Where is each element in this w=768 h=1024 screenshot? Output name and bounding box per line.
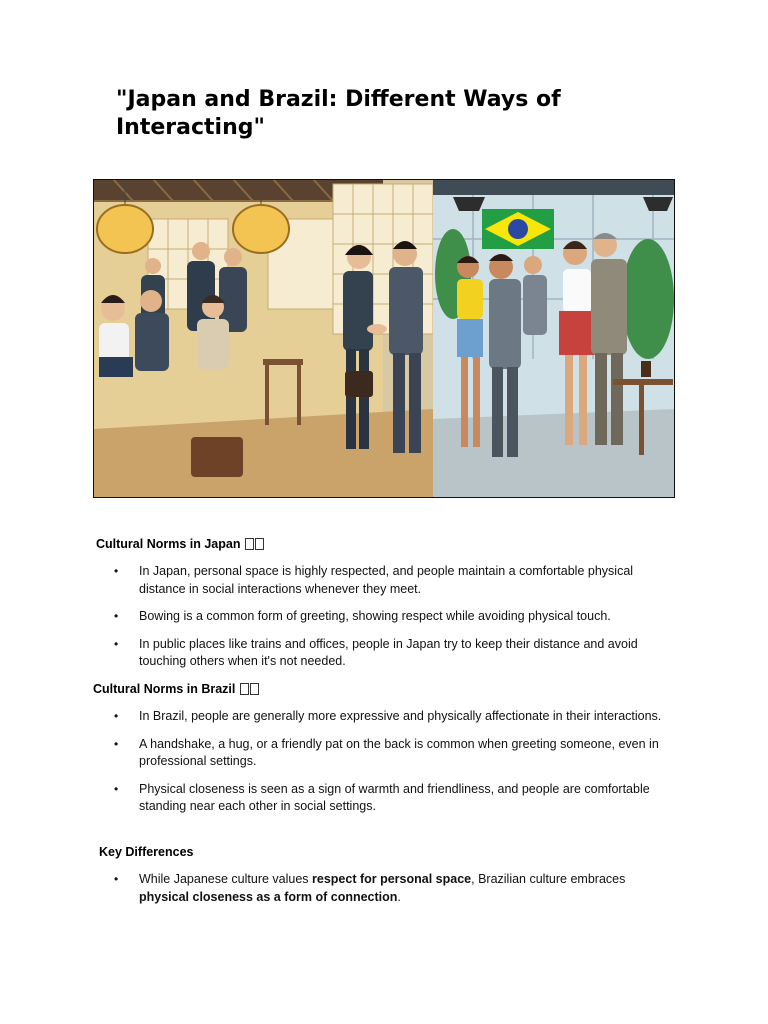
document-title: "Japan and Brazil: Different Ways of Interacting" [116, 87, 561, 140]
list-item: • In public places like trains and offices, people in Japan try to keep their distance and avoid touching others when it's not needed. [112, 636, 672, 671]
section-heading-japan: Cultural Norms in Japan [96, 536, 264, 552]
list-item: • While Japanese culture values respect for personal space, Brazilian culture embraces physical closeness as a form of connection. [112, 871, 672, 906]
section-heading-key-differences: Key Differences [99, 845, 194, 859]
flag-emoji-icon [250, 683, 259, 695]
flag-emoji-icon [255, 538, 264, 550]
key-differences-list [112, 871, 672, 916]
list-item: • A handshake, a hug, or a friendly pat on the back is common when greeting someone, even in professional settings. [112, 736, 672, 771]
flag-emoji-icon [245, 538, 254, 550]
brazil-flag-icon [482, 209, 554, 249]
section-heading-brazil: Cultural Norms in Brazil [93, 681, 259, 697]
hero-illustration [93, 179, 675, 498]
list-item: • In Brazil, people are generally more expressive and physically affectionate in their interactions. [112, 708, 672, 726]
list-item: • Physical closeness is seen as a sign of warmth and friendliness, and people are comfortable standing near each other in social settings. [112, 781, 672, 816]
list-item: • In Japan, personal space is highly respected, and people maintain a comfortable physical distance in social interactions whenever they meet. [112, 563, 672, 598]
japan-norms-list [112, 563, 672, 681]
list-item: • Bowing is a common form of greeting, showing respect while avoiding physical touch. [112, 608, 672, 626]
flag-emoji-icon [240, 683, 249, 695]
brazil-norms-list [112, 708, 672, 826]
